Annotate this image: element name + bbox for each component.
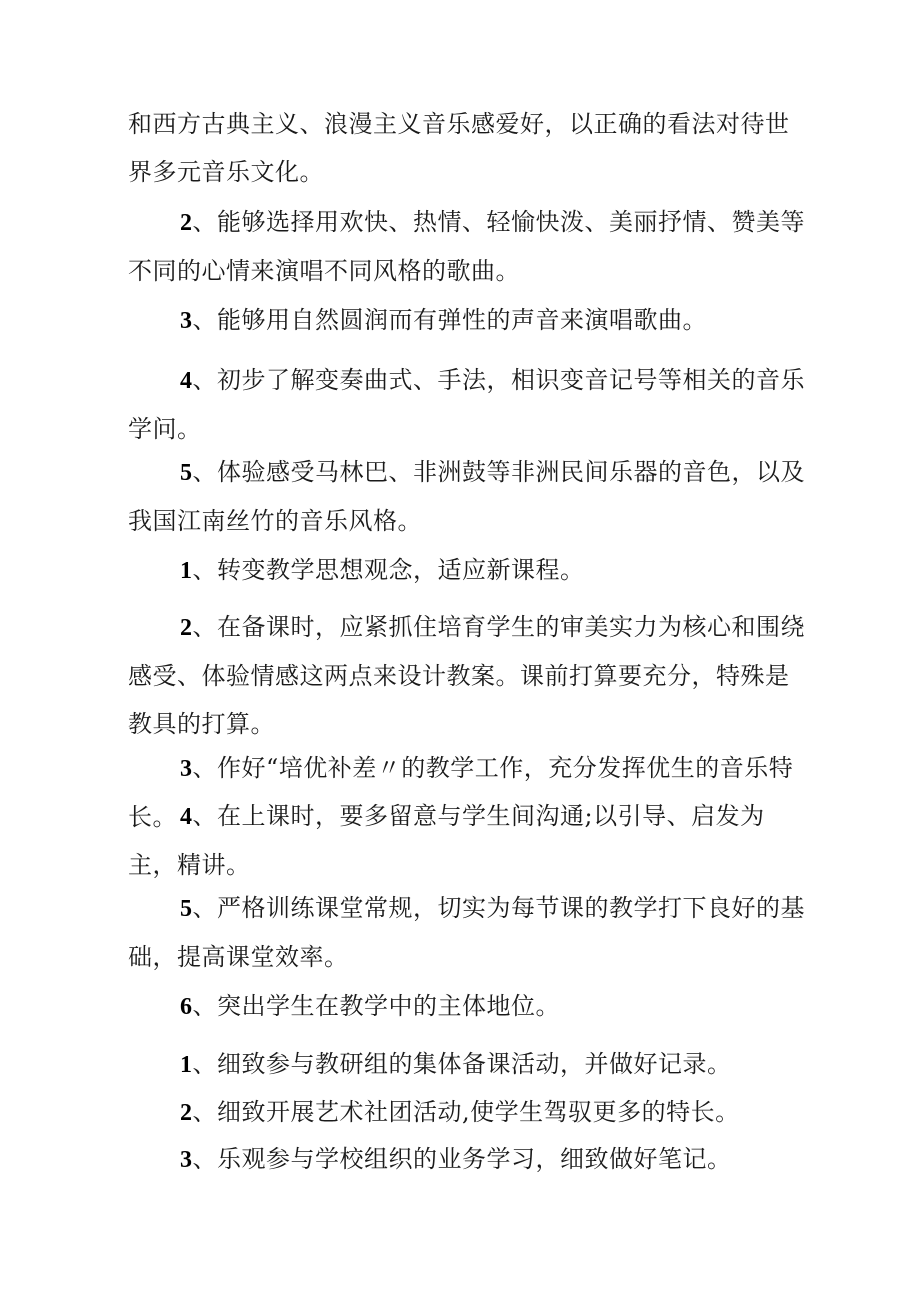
- item-number: 1: [180, 1052, 193, 1078]
- paragraph-text: 和西方古典主义、浪漫主义音乐感爱好，以正确的看法对待世界多元音乐文化。: [128, 110, 790, 186]
- item-number: 3: [180, 308, 193, 334]
- paragraph-continuation: [128, 100, 808, 196]
- item-number: 2: [180, 210, 193, 236]
- paragraph-text: 、转变教学思想观念，适应新课程。: [192, 556, 585, 584]
- item-number: 1: [180, 558, 193, 584]
- item-number: 5: [180, 896, 193, 922]
- paragraph-text: 、细致开展艺术社团活动,使学生驾驭更多的特长。: [192, 1098, 740, 1126]
- paragraph-text: 、严格训练课堂常规，切实为每节课的教学打下良好的基础，提高课堂效率。: [128, 894, 805, 971]
- paragraph-item: [128, 546, 808, 595]
- paragraph-item: [128, 603, 808, 748]
- paragraph-item: [128, 792, 808, 889]
- paragraph-text: 、在备课时，应紧抓住培育学生的审美实力为核心和围绕感受、体验情感这两点来设计教案。课前打算要充分，特殊是教具的打算。: [128, 613, 805, 738]
- item-number: 4: [180, 368, 193, 394]
- paragraph-text: 、作好“培优补差〃的教学工作，充分发挥优生的音乐特长。: [128, 754, 794, 831]
- paragraph-text: 、初步了解变奏曲式、手法，相识变音记号等相关的音乐学问。: [128, 366, 805, 443]
- item-number: 2: [180, 1100, 193, 1126]
- item-number: 3: [180, 1147, 193, 1173]
- paragraph-item: [128, 356, 808, 453]
- paragraph-item: [128, 982, 808, 1031]
- paragraph-item: [128, 1135, 808, 1184]
- paragraph-text: 、在上课时，要多留意与学生间沟通;以引导、启发为主，精讲。: [128, 802, 765, 879]
- paragraph-item: [128, 884, 808, 981]
- item-number: 3: [180, 756, 193, 782]
- paragraph-text: 、体验感受马林巴、非洲鼓等非洲民间乐器的音色，以及我国江南丝竹的音乐风格。: [128, 458, 805, 535]
- paragraph-item: [128, 198, 808, 295]
- paragraph-text: 、乐观参与学校组织的业务学习，细致做好笔记。: [192, 1145, 732, 1173]
- item-number: 2: [180, 615, 193, 641]
- item-number: 4: [180, 804, 193, 830]
- paragraph-item: [128, 448, 808, 545]
- item-number: 5: [180, 460, 193, 486]
- paragraph-item: [128, 1088, 808, 1137]
- paragraph-text: 、突出学生在教学中的主体地位。: [192, 992, 560, 1020]
- item-number: 6: [180, 994, 193, 1020]
- paragraph-item: [128, 296, 808, 345]
- paragraph-text: 、细致参与教研组的集体备课活动，并做好记录。: [192, 1050, 732, 1078]
- paragraph-text: 、能够选择用欢快、热情、轻愉快泼、美丽抒情、赞美等不同的心情来演唱不同风格的歌曲。: [128, 208, 805, 285]
- paragraph-text: 、能够用自然圆润而有弹性的声音来演唱歌曲。: [192, 306, 707, 334]
- paragraph-item: [128, 1040, 808, 1089]
